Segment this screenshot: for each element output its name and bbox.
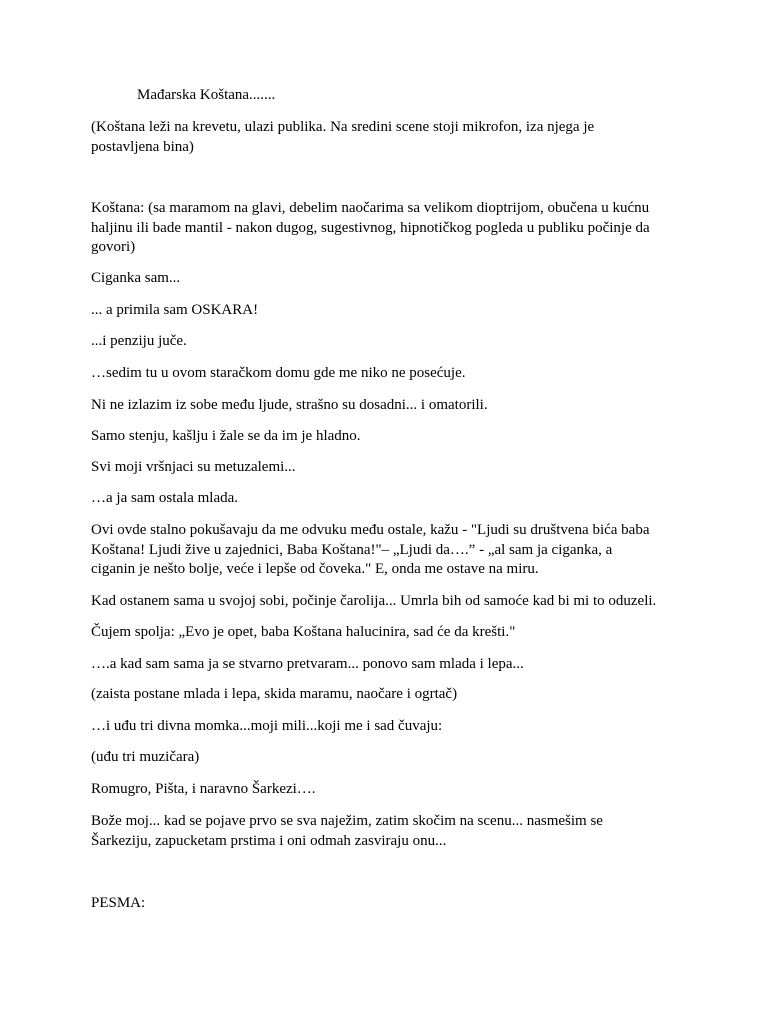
character-intro-line: haljinu ili bade mantil - nakon dugog, sugestivnog, hipnotičkog pogleda u publiku počinje da (91, 220, 650, 236)
dialogue-line: ...i penziju juče. (91, 333, 187, 349)
song-heading: PESMA: (91, 895, 146, 911)
dialogue-line: Samo stenju, kašlju i žale se da im je hladno. (91, 428, 361, 444)
stage-direction-line: (uđu tri muzičara) (91, 749, 200, 765)
dialogue-line: Svi moji vršnjaci su metuzalemi... (91, 459, 296, 475)
stage-direction-line: postavljena bina) (91, 139, 194, 155)
dialogue-line: Romugro, Pišta, i naravno Šarkezi…. (91, 781, 316, 797)
dialogue-line: …i uđu tri divna momka...moji mili...koji me i sad čuvaju: (91, 718, 443, 734)
stage-direction-line: (Koštana leži na krevetu, ulazi publika. Na sredini scene stoji mikrofon, iza njega je (91, 119, 595, 135)
dialogue-line: Šarkeziju, zapucketam prstima i oni odmah zasviraju onu... (91, 833, 447, 849)
dialogue-line: ... a primila sam OSKARA! (91, 302, 259, 318)
dialogue-line: …sedim tu u ovom staračkom domu gde me niko ne posećuje. (91, 365, 466, 381)
dialogue-line: Bože moj... kad se pojave prvo se sva naježim, zatim skočim na scenu... nasmešim se (91, 813, 603, 829)
stage-direction-line: (zaista postane mlada i lepa, skida maramu, naočare i ogrtač) (91, 686, 458, 702)
document-title: Mađarska Koštana....... (137, 87, 276, 103)
dialogue-line: Ni ne izlazim iz sobe među ljude, strašno su dosadni... i omatorili. (91, 397, 488, 413)
character-intro-line: govori) (91, 239, 136, 255)
dialogue-line: ….a kad sam sama ja se stvarno pretvaram... ponovo sam mlada i lepa... (91, 656, 524, 672)
dialogue-line: Kad ostanem sama u svojoj sobi, počinje čarolija... Umrla bih od samoće kad bi mi to oduzeli. (91, 593, 657, 609)
dialogue-line: Čujem spolja: „Evo je opet, baba Koštana halucinira, sad će da krešti." (91, 624, 516, 640)
dialogue-line: Ciganka sam... (91, 270, 181, 286)
dialogue-line: …a ja sam ostala mlada. (91, 490, 239, 506)
character-intro-line: Koštana: (sa maramom na glavi, debelim naočarima sa velikom dioptrijom, obučena u kućnu (91, 200, 650, 216)
dialogue-line: Ovi ovde stalno pokušavaju da me odvuku među ostale, kažu - "Ljudi su društvena bića baba (91, 522, 650, 538)
dialogue-line: Koštana! Ljudi žive u zajednici, Baba Koštana!"– „Ljudi da….” - „al sam ja ciganka, a (91, 542, 613, 558)
dialogue-line: ciganin je nešto bolje, veće i lepše od čoveka." E, onda me ostave na miru. (91, 561, 539, 577)
